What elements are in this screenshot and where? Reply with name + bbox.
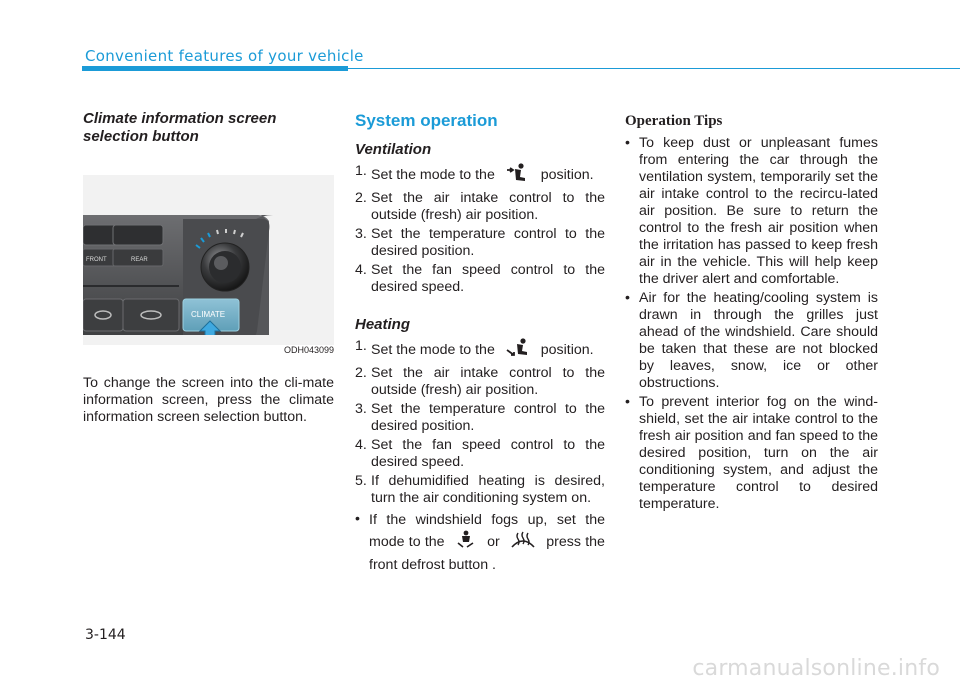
heating-steps: [355, 338, 605, 507]
climate-info-body: To change the screen into the cli-mate information screen, press the climate information screen selection button.: [83, 375, 334, 425]
list-item: • Air for the heating/cooling system is drawn in through the grilles just ahead of the windshield. Care should be taken that these are not blocked by leaves, snow, ice or other obstructions.: [625, 290, 878, 391]
header-rule: [348, 68, 960, 69]
ventilation-heading: Ventilation: [355, 141, 432, 158]
list-item: • To prevent interior fog on the wind-shield, set the air intake control to the fresh air position and fan speed to the desired position, turn on the air conditioning system, and adjust the temperature control to desired temperature.: [625, 394, 878, 512]
face-vent-mode-icon: [505, 163, 531, 188]
climate-info-heading: Climate information screen selection button: [83, 110, 277, 145]
column-2: [355, 108, 605, 577]
watermark: carmanualsonline.info: [692, 656, 940, 681]
climate-button-label: CLIMATE: [191, 310, 226, 319]
list-item: 2. Set the air intake control to the outside (fresh) air position.: [355, 365, 605, 398]
page-number: 3-144: [85, 627, 126, 643]
system-operation-heading: System operation: [355, 111, 498, 130]
heating-heading: Heating: [355, 316, 411, 333]
list-item: 3. Set the temperature control to the desired position.: [355, 226, 605, 259]
list-item: 4. Set the fan speed control to the desired speed.: [355, 437, 605, 470]
operation-tips-heading: Operation Tips: [625, 113, 723, 129]
column-3: [625, 108, 878, 515]
ventilation-steps: [355, 163, 605, 296]
list-item: 2. Set the air intake control to the outside (fresh) air position.: [355, 190, 605, 223]
list-item: • To keep dust or unpleasant fumes from entering the car through the ventilation system, temporarily set the air intake control to the recircu-lated air position. Be sure to return the control to the fresh air position when the irritation has passed to keep fresh air in the vehicle. This will help keep the driver alert and comfortable.: [625, 135, 878, 287]
list-item: 5. If dehumidified heating is desired, turn the air conditioning system on.: [355, 473, 605, 506]
floor-defrost-mode-icon: [455, 530, 477, 556]
climate-panel-figure: [83, 175, 334, 355]
list-item: 1. Set the mode to the position.: [355, 163, 605, 188]
rear-label: REAR: [131, 257, 148, 263]
front-defrost-icon: [510, 530, 536, 556]
list-item: 1. Set the mode to the position.: [355, 338, 605, 363]
list-item: 3. Set the temperature control to the desired position.: [355, 401, 605, 434]
heating-bullets: [355, 511, 605, 575]
list-item: • If the windshield fogs up, set the mode to the or press the front defrost button .: [355, 511, 605, 573]
figure-code: ODH043099: [283, 345, 334, 355]
column-1: [83, 108, 334, 426]
list-item: 4. Set the fan speed control to the desired speed.: [355, 262, 605, 295]
header-accent-bar: [82, 66, 348, 71]
front-label: FRONT: [86, 257, 107, 263]
floor-mode-icon: [505, 338, 531, 363]
operation-tips-list: [625, 135, 878, 513]
climate-panel-illustration: [83, 175, 334, 345]
section-title: Convenient features of your vehicle: [85, 47, 364, 65]
